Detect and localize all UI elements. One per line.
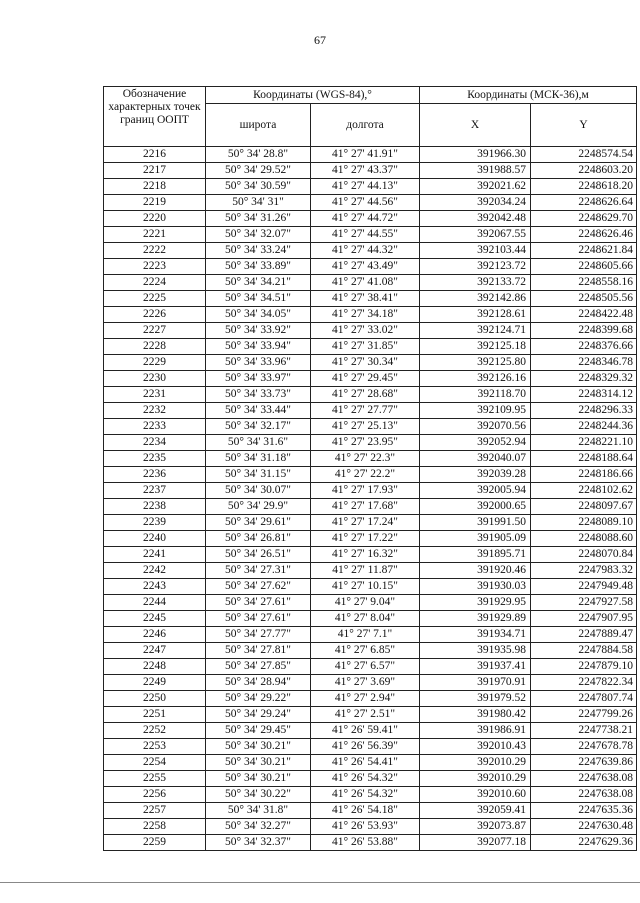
table-row (104, 595, 637, 611)
cell-latitude: 50° 34' 30.21" (206, 755, 311, 771)
cell-longitude: 41° 26' 53.93" (311, 819, 420, 835)
cell-point-id: 2247 (104, 643, 206, 659)
table-row (104, 243, 637, 259)
cell-longitude: 41° 27' 43.49" (311, 259, 420, 275)
cell-x: 392010.29 (420, 771, 531, 787)
cell-point-id: 2237 (104, 483, 206, 499)
cell-y: 2248346.78 (531, 355, 637, 371)
cell-x: 391934.71 (420, 627, 531, 643)
table-row (104, 339, 637, 355)
cell-y: 2248626.64 (531, 195, 637, 211)
table-row (104, 835, 637, 851)
cell-x: 391988.57 (420, 163, 531, 179)
cell-x: 392073.87 (420, 819, 531, 835)
cell-y: 2247879.10 (531, 659, 637, 675)
cell-longitude: 41° 27' 31.85" (311, 339, 420, 355)
cell-latitude: 50° 34' 29.61" (206, 515, 311, 531)
cell-x: 392077.18 (420, 835, 531, 851)
cell-y: 2248186.66 (531, 467, 637, 483)
cell-latitude: 50° 34' 27.61" (206, 611, 311, 627)
header-latitude: широта (206, 104, 311, 147)
page-number: 67 (314, 33, 326, 47)
cell-latitude: 50° 34' 27.77" (206, 627, 311, 643)
cell-latitude: 50° 34' 33.94" (206, 339, 311, 355)
cell-longitude: 41° 27' 25.13" (311, 419, 420, 435)
cell-latitude: 50° 34' 31.6" (206, 435, 311, 451)
cell-x: 392123.72 (420, 259, 531, 275)
cell-y: 2247638.08 (531, 771, 637, 787)
cell-point-id: 2243 (104, 579, 206, 595)
cell-y: 2247807.74 (531, 691, 637, 707)
cell-y: 2247678.78 (531, 739, 637, 755)
cell-point-id: 2254 (104, 755, 206, 771)
cell-longitude: 41° 27' 2.51" (311, 707, 420, 723)
cell-longitude: 41° 27' 2.94" (311, 691, 420, 707)
cell-point-id: 2248 (104, 659, 206, 675)
cell-latitude: 50° 34' 30.22" (206, 787, 311, 803)
cell-x: 391920.46 (420, 563, 531, 579)
cell-latitude: 50° 34' 33.96" (206, 355, 311, 371)
cell-latitude: 50° 34' 31" (206, 195, 311, 211)
cell-latitude: 50° 34' 27.85" (206, 659, 311, 675)
cell-x: 392125.80 (420, 355, 531, 371)
cell-x: 392039.28 (420, 467, 531, 483)
cell-longitude: 41° 27' 7.1" (311, 627, 420, 643)
table-row (104, 259, 637, 275)
table-row (104, 403, 637, 419)
cell-point-id: 2255 (104, 771, 206, 787)
cell-latitude: 50° 34' 27.61" (206, 595, 311, 611)
table-row (104, 291, 637, 307)
cell-y: 2247639.86 (531, 755, 637, 771)
cell-latitude: 50° 34' 32.07" (206, 227, 311, 243)
table-row (104, 547, 637, 563)
table-row (104, 163, 637, 179)
table-row (104, 531, 637, 547)
cell-x: 392040.07 (420, 451, 531, 467)
cell-longitude: 41° 27' 29.45" (311, 371, 420, 387)
cell-y: 2247630.48 (531, 819, 637, 835)
cell-latitude: 50° 34' 33.44" (206, 403, 311, 419)
cell-x: 392126.16 (420, 371, 531, 387)
cell-x: 392000.65 (420, 499, 531, 515)
table-row (104, 707, 637, 723)
cell-longitude: 41° 27' 33.02" (311, 323, 420, 339)
cell-point-id: 2244 (104, 595, 206, 611)
cell-longitude: 41° 27' 11.87" (311, 563, 420, 579)
table-row (104, 435, 637, 451)
cell-x: 391905.09 (420, 531, 531, 547)
cell-latitude: 50° 34' 29.24" (206, 707, 311, 723)
cell-y: 2248574.54 (531, 147, 637, 163)
table-row (104, 691, 637, 707)
cell-longitude: 41° 27' 22.3" (311, 451, 420, 467)
table-row (104, 323, 637, 339)
bottom-rule (0, 882, 640, 883)
cell-x: 391895.71 (420, 547, 531, 563)
cell-point-id: 2218 (104, 179, 206, 195)
table-row (104, 659, 637, 675)
table-row (104, 387, 637, 403)
cell-x: 391937.41 (420, 659, 531, 675)
cell-latitude: 50° 34' 27.31" (206, 563, 311, 579)
cell-x: 392109.95 (420, 403, 531, 419)
cell-x: 391991.50 (420, 515, 531, 531)
cell-point-id: 2232 (104, 403, 206, 419)
cell-longitude: 41° 27' 44.56" (311, 195, 420, 211)
cell-point-id: 2256 (104, 787, 206, 803)
cell-longitude: 41° 27' 6.85" (311, 643, 420, 659)
cell-x: 392118.70 (420, 387, 531, 403)
cell-latitude: 50° 34' 33.92" (206, 323, 311, 339)
cell-x: 391929.89 (420, 611, 531, 627)
cell-y: 2247907.95 (531, 611, 637, 627)
cell-point-id: 2245 (104, 611, 206, 627)
cell-latitude: 50° 34' 31.8" (206, 803, 311, 819)
cell-point-id: 2225 (104, 291, 206, 307)
cell-longitude: 41° 26' 54.41" (311, 755, 420, 771)
cell-x: 391966.30 (420, 147, 531, 163)
cell-x: 392128.61 (420, 307, 531, 323)
table-row (104, 211, 637, 227)
cell-y: 2248070.84 (531, 547, 637, 563)
cell-point-id: 2216 (104, 147, 206, 163)
table-row (104, 419, 637, 435)
cell-y: 2248088.60 (531, 531, 637, 547)
cell-point-id: 2240 (104, 531, 206, 547)
cell-latitude: 50° 34' 32.37" (206, 835, 311, 851)
cell-longitude: 41° 27' 17.68" (311, 499, 420, 515)
cell-point-id: 2220 (104, 211, 206, 227)
cell-y: 2248422.48 (531, 307, 637, 323)
cell-point-id: 2252 (104, 723, 206, 739)
cell-x: 392010.29 (420, 755, 531, 771)
cell-y: 2248221.10 (531, 435, 637, 451)
cell-y: 2248329.32 (531, 371, 637, 387)
cell-longitude: 41° 27' 6.57" (311, 659, 420, 675)
cell-y: 2247738.21 (531, 723, 637, 739)
cell-y: 2247635.36 (531, 803, 637, 819)
table-header (104, 87, 637, 147)
cell-latitude: 50° 34' 32.27" (206, 819, 311, 835)
cell-y: 2247949.48 (531, 579, 637, 595)
table-row (104, 563, 637, 579)
cell-x: 392052.94 (420, 435, 531, 451)
cell-point-id: 2219 (104, 195, 206, 211)
cell-longitude: 41° 27' 23.95" (311, 435, 420, 451)
cell-longitude: 41° 27' 3.69" (311, 675, 420, 691)
cell-longitude: 41° 27' 17.22" (311, 531, 420, 547)
header-point-designation: Обозначение характерных точек границ ООПТ (104, 87, 206, 147)
cell-y: 2248505.56 (531, 291, 637, 307)
cell-y: 2247983.32 (531, 563, 637, 579)
cell-y: 2248605.66 (531, 259, 637, 275)
cell-x: 391979.52 (420, 691, 531, 707)
cell-point-id: 2226 (104, 307, 206, 323)
cell-y: 2247884.58 (531, 643, 637, 659)
cell-y: 2247927.58 (531, 595, 637, 611)
cell-y: 2248314.12 (531, 387, 637, 403)
table-row (104, 675, 637, 691)
cell-latitude: 50° 34' 31.18" (206, 451, 311, 467)
cell-point-id: 2222 (104, 243, 206, 259)
cell-y: 2248089.10 (531, 515, 637, 531)
cell-x: 392034.24 (420, 195, 531, 211)
cell-x: 392103.44 (420, 243, 531, 259)
table-row (104, 803, 637, 819)
cell-latitude: 50° 34' 28.8" (206, 147, 311, 163)
cell-longitude: 41° 27' 17.24" (311, 515, 420, 531)
cell-y: 2248296.33 (531, 403, 637, 419)
cell-longitude: 41° 26' 56.39" (311, 739, 420, 755)
cell-latitude: 50° 34' 32.17" (206, 419, 311, 435)
table-row (104, 467, 637, 483)
cell-longitude: 41° 27' 41.91" (311, 147, 420, 163)
cell-point-id: 2224 (104, 275, 206, 291)
cell-y: 2248603.20 (531, 163, 637, 179)
cell-x: 392125.18 (420, 339, 531, 355)
cell-x: 392010.43 (420, 739, 531, 755)
cell-latitude: 50° 34' 33.89" (206, 259, 311, 275)
cell-latitude: 50° 34' 34.21" (206, 275, 311, 291)
cell-latitude: 50° 34' 28.94" (206, 675, 311, 691)
cell-point-id: 2241 (104, 547, 206, 563)
cell-point-id: 2228 (104, 339, 206, 355)
cell-point-id: 2259 (104, 835, 206, 851)
cell-longitude: 41° 27' 44.72" (311, 211, 420, 227)
table-row (104, 771, 637, 787)
cell-point-id: 2221 (104, 227, 206, 243)
cell-point-id: 2249 (104, 675, 206, 691)
cell-x: 392133.72 (420, 275, 531, 291)
cell-y: 2248629.70 (531, 211, 637, 227)
cell-latitude: 50° 34' 34.51" (206, 291, 311, 307)
cell-y: 2247638.08 (531, 787, 637, 803)
table-row (104, 275, 637, 291)
header-msk36: Координаты (МСК-36),м (420, 87, 637, 104)
table-row (104, 787, 637, 803)
table-row (104, 643, 637, 659)
cell-point-id: 2258 (104, 819, 206, 835)
cell-longitude: 41° 27' 44.55" (311, 227, 420, 243)
table-row (104, 451, 637, 467)
cell-y: 2248626.46 (531, 227, 637, 243)
cell-latitude: 50° 34' 31.15" (206, 467, 311, 483)
table-row (104, 483, 637, 499)
table-row (104, 723, 637, 739)
table-row (104, 755, 637, 771)
table-body (104, 147, 637, 851)
coordinates-table (103, 86, 637, 851)
cell-x: 392005.94 (420, 483, 531, 499)
cell-latitude: 50° 34' 29.45" (206, 723, 311, 739)
cell-y: 2247629.36 (531, 835, 637, 851)
cell-point-id: 2239 (104, 515, 206, 531)
cell-x: 392070.56 (420, 419, 531, 435)
cell-y: 2247822.34 (531, 675, 637, 691)
cell-longitude: 41° 27' 16.32" (311, 547, 420, 563)
cell-point-id: 2251 (104, 707, 206, 723)
cell-latitude: 50° 34' 29.52" (206, 163, 311, 179)
table-row (104, 499, 637, 515)
header-x: X (420, 104, 531, 147)
cell-x: 392021.62 (420, 179, 531, 195)
table-row (104, 227, 637, 243)
cell-y: 2248621.84 (531, 243, 637, 259)
cell-x: 391935.98 (420, 643, 531, 659)
cell-latitude: 50° 34' 30.21" (206, 771, 311, 787)
cell-y: 2248618.20 (531, 179, 637, 195)
cell-longitude: 41° 27' 10.15" (311, 579, 420, 595)
table-row (104, 579, 637, 595)
cell-latitude: 50° 34' 33.97" (206, 371, 311, 387)
table-row (104, 371, 637, 387)
cell-latitude: 50° 34' 30.07" (206, 483, 311, 499)
cell-x: 391929.95 (420, 595, 531, 611)
cell-point-id: 2242 (104, 563, 206, 579)
cell-latitude: 50° 34' 26.51" (206, 547, 311, 563)
cell-latitude: 50° 34' 26.81" (206, 531, 311, 547)
table-row (104, 739, 637, 755)
cell-longitude: 41° 26' 54.32" (311, 771, 420, 787)
header-y: Y (531, 104, 637, 147)
cell-longitude: 41° 26' 59.41" (311, 723, 420, 739)
cell-y: 2248102.62 (531, 483, 637, 499)
cell-point-id: 2217 (104, 163, 206, 179)
cell-point-id: 2229 (104, 355, 206, 371)
cell-latitude: 50° 34' 31.26" (206, 211, 311, 227)
cell-point-id: 2238 (104, 499, 206, 515)
cell-latitude: 50° 34' 30.21" (206, 739, 311, 755)
table-row (104, 355, 637, 371)
cell-y: 2247799.26 (531, 707, 637, 723)
cell-x: 392067.55 (420, 227, 531, 243)
cell-point-id: 2236 (104, 467, 206, 483)
cell-point-id: 2253 (104, 739, 206, 755)
cell-x: 392142.86 (420, 291, 531, 307)
cell-longitude: 41° 27' 30.34" (311, 355, 420, 371)
cell-point-id: 2231 (104, 387, 206, 403)
cell-latitude: 50° 34' 27.62" (206, 579, 311, 595)
cell-x: 391986.91 (420, 723, 531, 739)
cell-x: 392010.60 (420, 787, 531, 803)
cell-latitude: 50° 34' 27.81" (206, 643, 311, 659)
cell-point-id: 2233 (104, 419, 206, 435)
cell-x: 392059.41 (420, 803, 531, 819)
cell-longitude: 41° 27' 27.77" (311, 403, 420, 419)
cell-x: 391980.42 (420, 707, 531, 723)
cell-longitude: 41° 27' 38.41" (311, 291, 420, 307)
cell-point-id: 2230 (104, 371, 206, 387)
cell-point-id: 2250 (104, 691, 206, 707)
cell-x: 391930.03 (420, 579, 531, 595)
cell-latitude: 50° 34' 33.24" (206, 243, 311, 259)
table-row (104, 627, 637, 643)
cell-y: 2248244.36 (531, 419, 637, 435)
cell-y: 2248097.67 (531, 499, 637, 515)
table-row (104, 611, 637, 627)
table-row (104, 179, 637, 195)
table-row (104, 515, 637, 531)
cell-longitude: 41° 26' 54.18" (311, 803, 420, 819)
table-row (104, 195, 637, 211)
cell-point-id: 2257 (104, 803, 206, 819)
header-wgs84: Координаты (WGS-84),° (206, 87, 420, 104)
cell-y: 2248188.64 (531, 451, 637, 467)
header-longitude: долгота (311, 104, 420, 147)
cell-x: 391970.91 (420, 675, 531, 691)
header-row-main (104, 87, 637, 104)
cell-longitude: 41° 27' 28.68" (311, 387, 420, 403)
cell-latitude: 50° 34' 29.9" (206, 499, 311, 515)
cell-y: 2248558.16 (531, 275, 637, 291)
cell-x: 392124.71 (420, 323, 531, 339)
cell-point-id: 2246 (104, 627, 206, 643)
cell-point-id: 2234 (104, 435, 206, 451)
cell-longitude: 41° 26' 53.88" (311, 835, 420, 851)
cell-longitude: 41° 27' 8.04" (311, 611, 420, 627)
cell-longitude: 41° 27' 43.37" (311, 163, 420, 179)
cell-latitude: 50° 34' 33.73" (206, 387, 311, 403)
cell-y: 2248376.66 (531, 339, 637, 355)
cell-longitude: 41° 27' 9.04" (311, 595, 420, 611)
cell-latitude: 50° 34' 34.05" (206, 307, 311, 323)
table-row (104, 307, 637, 323)
cell-y: 2247889.47 (531, 627, 637, 643)
cell-point-id: 2223 (104, 259, 206, 275)
cell-longitude: 41° 26' 54.32" (311, 787, 420, 803)
cell-longitude: 41° 27' 44.32" (311, 243, 420, 259)
table-row (104, 147, 637, 163)
cell-longitude: 41° 27' 44.13" (311, 179, 420, 195)
cell-point-id: 2227 (104, 323, 206, 339)
table-row (104, 819, 637, 835)
cell-longitude: 41° 27' 34.18" (311, 307, 420, 323)
cell-longitude: 41° 27' 17.93" (311, 483, 420, 499)
cell-y: 2248399.68 (531, 323, 637, 339)
cell-longitude: 41° 27' 22.2" (311, 467, 420, 483)
cell-x: 392042.48 (420, 211, 531, 227)
cell-longitude: 41° 27' 41.08" (311, 275, 420, 291)
cell-point-id: 2235 (104, 451, 206, 467)
cell-latitude: 50° 34' 29.22" (206, 691, 311, 707)
cell-latitude: 50° 34' 30.59" (206, 179, 311, 195)
